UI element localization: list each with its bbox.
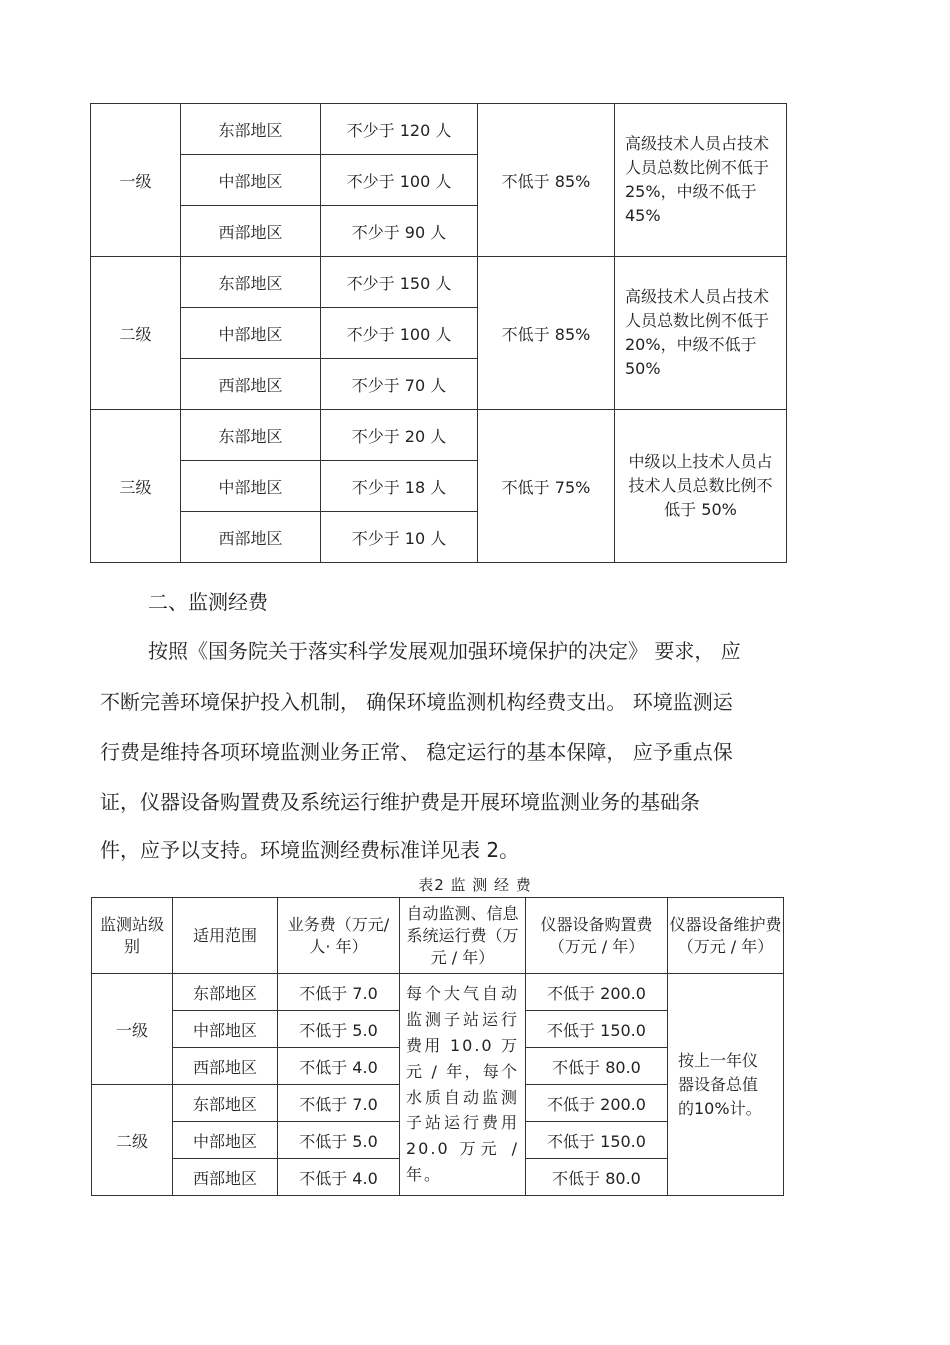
auto-monitoring-fee-cell: 每个大气自动监测子站运行费用 10.0 万元 / 年，每个水质自动监测子站运行费用 20.0 万元 / 年。 [400,974,526,1196]
table-row [91,257,787,308]
column-header: 监测站级 别 [92,898,173,974]
purchase-fee-cell: 不低于 80.0 [526,1159,668,1196]
region-cell: 中部地区 [181,308,321,359]
column-header: 仪器设备购置费（万元 / 年） [526,898,668,974]
column-header: 自动监测、信息系统运行费（万元 / 年） [400,898,526,974]
paragraph-line: 不断完善环境保护投入机制， 确保环境监测机构经费支出。 环境监测运 [100,690,733,714]
table-row [92,974,784,1011]
level-cell: 二级 [92,1085,173,1196]
level-cell: 三级 [91,410,181,563]
purchase-fee-cell: 不低于 150.0 [526,1011,668,1048]
column-header: 仪器设备维护费（万元 / 年） [668,898,784,974]
region-cell: 西部地区 [173,1048,278,1085]
region-cell: 西部地区 [181,206,321,257]
region-cell: 西部地区 [181,512,321,563]
staff-count-cell: 不少于 150 人 [321,257,478,308]
business-fee-cell: 不低于 7.0 [278,974,400,1011]
purchase-fee-cell: 不低于 200.0 [526,974,668,1011]
qualification-note: 高级技术人员占技术人员总数比例不低于 20%，中级不低于 50% [615,257,787,410]
region-cell: 西部地区 [181,359,321,410]
business-fee-cell: 不低于 4.0 [278,1048,400,1085]
region-cell: 中部地区 [173,1011,278,1048]
section-heading: 二、监测经费 [148,590,268,614]
ratio-cell: 不低于 85% [478,257,615,410]
qualification-note: 高级技术人员占技术人员总数比例不低于 25%，中级不低于 45% [615,104,787,257]
staff-count-cell: 不少于 100 人 [321,155,478,206]
staff-requirements-table [90,103,787,563]
table-row [91,410,787,461]
business-fee-cell: 不低于 5.0 [278,1122,400,1159]
purchase-fee-cell: 不低于 80.0 [526,1048,668,1085]
purchase-fee-cell: 不低于 200.0 [526,1085,668,1122]
purchase-fee-cell: 不低于 150.0 [526,1122,668,1159]
column-header: 适用范围 [173,898,278,974]
staff-count-cell: 不少于 90 人 [321,206,478,257]
staff-count-cell: 不少于 18 人 [321,461,478,512]
paragraph-line: 按照《国务院关于落实科学发展观加强环境保护的决定》 要求， 应 [148,639,741,663]
level-cell: 一级 [92,974,173,1085]
business-fee-cell: 不低于 5.0 [278,1011,400,1048]
paragraph-line: 件，应予以支持。环境监测经费标准详见表 2。 [100,838,520,862]
staff-count-cell: 不少于 10 人 [321,512,478,563]
staff-count-cell: 不少于 20 人 [321,410,478,461]
business-fee-cell: 不低于 7.0 [278,1085,400,1122]
funding-table [91,897,784,1196]
ratio-cell: 不低于 85% [478,104,615,257]
ratio-cell: 不低于 75% [478,410,615,563]
region-cell: 西部地区 [173,1159,278,1196]
region-cell: 中部地区 [181,155,321,206]
region-cell: 中部地区 [173,1122,278,1159]
qualification-note: 中级以上技术人员占技术人员总数比例不低于 50% [615,410,787,563]
region-cell: 东部地区 [173,974,278,1011]
region-cell: 东部地区 [181,104,321,155]
region-cell: 东部地区 [173,1085,278,1122]
staff-count-cell: 不少于 70 人 [321,359,478,410]
paragraph-line: 行费是维持各项环境监测业务正常、 稳定运行的基本保障， 应予重点保 [100,740,733,764]
level-cell: 一级 [91,104,181,257]
level-cell: 二级 [91,257,181,410]
maintenance-fee-cell: 按上一年仪器设备总值的10%计。 [668,974,784,1196]
region-cell: 东部地区 [181,410,321,461]
paragraph-line: 证，仪器设备购置费及系统运行维护费是开展环境监测业务的基础条 [100,790,700,814]
table-caption: 表2 监 测 经 费 [418,876,532,894]
table-header-row [92,898,784,974]
region-cell: 东部地区 [181,257,321,308]
column-header: 业务费（万元/ 人· 年） [278,898,400,974]
table-row [91,104,787,155]
staff-count-cell: 不少于 120 人 [321,104,478,155]
business-fee-cell: 不低于 4.0 [278,1159,400,1196]
staff-count-cell: 不少于 100 人 [321,308,478,359]
region-cell: 中部地区 [181,461,321,512]
